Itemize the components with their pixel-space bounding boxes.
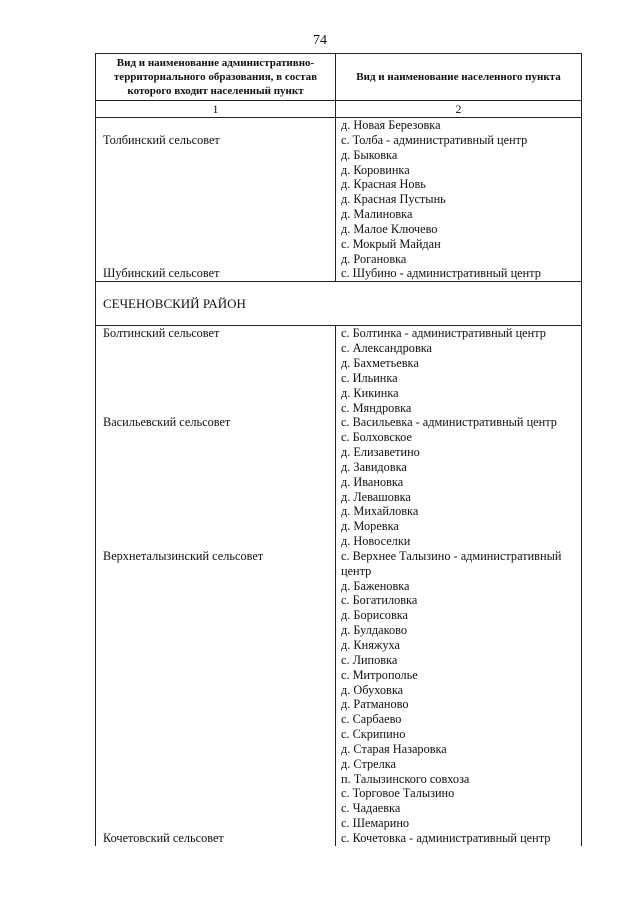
settlement-item: д. Ивановка bbox=[341, 474, 404, 489]
settlements-table bbox=[95, 53, 582, 846]
settlement-item: с. Богатиловка bbox=[341, 593, 418, 608]
settlement-item: д. Борисовка bbox=[341, 608, 409, 623]
settlement-item: д. Малое Ключево bbox=[341, 221, 438, 236]
settlement-item: с. Толба - административный центр bbox=[341, 132, 528, 147]
settlement-item: с. Болтинка - административный центр bbox=[341, 326, 546, 341]
settlement-cell bbox=[335, 549, 582, 831]
settlement-item: с. Митрополье bbox=[341, 667, 418, 682]
settlement-item: д. Моревка bbox=[341, 519, 399, 534]
municipality-cell bbox=[95, 118, 335, 266]
column-number-2: 2 bbox=[335, 101, 582, 117]
column-number-1: 1 bbox=[95, 101, 335, 117]
settlement-item: д. Бахметьевка bbox=[341, 355, 419, 370]
settlement-item: с. Липовка bbox=[341, 652, 398, 667]
municipality-cell bbox=[95, 831, 335, 846]
settlement-item: п. Талызинского совхоза bbox=[341, 771, 470, 786]
settlement-item: с. Болховское bbox=[341, 430, 412, 445]
municipality-name: Болтинский сельсовет bbox=[103, 326, 220, 341]
table-row bbox=[95, 415, 582, 549]
settlement-item: д. Новая Березовка bbox=[341, 118, 441, 132]
settlement-item: д. Старая Назаровка bbox=[341, 741, 447, 756]
header-settlement: Вид и наименование населенного пункта bbox=[335, 54, 582, 100]
settlement-cell bbox=[335, 266, 582, 281]
settlement-item: с. Чадаевка bbox=[341, 801, 401, 816]
settlement-item: с. Скрипино bbox=[341, 727, 406, 742]
settlement-item: д. Булдаково bbox=[341, 623, 407, 638]
settlement-item: с. Мокрый Майдан bbox=[341, 236, 441, 251]
municipality-cell bbox=[95, 415, 335, 549]
table-row bbox=[95, 549, 582, 831]
municipality-name: Шубинский сельсовет bbox=[103, 266, 220, 281]
settlement-cell bbox=[335, 118, 582, 266]
table-header-row bbox=[95, 53, 582, 101]
municipality-name: Толбинский сельсовет bbox=[103, 132, 220, 147]
section-sechenovsky bbox=[95, 326, 582, 846]
settlement-item: д. Коровинка bbox=[341, 162, 410, 177]
settlement-item: д. Обуховка bbox=[341, 682, 404, 697]
settlement-item: д. Новоселки bbox=[341, 534, 411, 549]
settlement-item: с. Торговое Талызино bbox=[341, 786, 455, 801]
municipality-cell bbox=[95, 326, 335, 415]
settlement-item: д. Завидовка bbox=[341, 459, 407, 474]
settlement-item: с. Шубино - административный центр bbox=[341, 266, 541, 281]
settlement-item: с. Шемарино bbox=[341, 816, 410, 831]
settlement-item: д. Левашовка bbox=[341, 489, 411, 504]
settlement-item: д. Стрелка bbox=[341, 756, 396, 771]
settlement-cell bbox=[335, 415, 582, 549]
municipality-name: Верхнеталызинский сельсовет bbox=[103, 548, 264, 563]
settlement-item: д. Красная Пустынь bbox=[341, 192, 446, 207]
settlement-item: с. Сарбаево bbox=[341, 712, 402, 727]
settlement-item: д. Рогановка bbox=[341, 251, 407, 266]
municipality-cell bbox=[95, 549, 335, 831]
table-row bbox=[95, 326, 582, 415]
settlement-item: с. Александровка bbox=[341, 341, 433, 356]
table-row bbox=[95, 266, 582, 282]
settlement-item: д. Кикинка bbox=[341, 385, 399, 400]
settlement-item: с. Ильинка bbox=[341, 370, 398, 385]
settlement-item: д. Княжуха bbox=[341, 638, 400, 652]
settlement-item: с. Васильевка - административный центр bbox=[341, 415, 557, 430]
settlement-item: д. Ратманово bbox=[341, 697, 409, 712]
settlement-cell bbox=[335, 831, 582, 846]
table-row bbox=[95, 118, 582, 266]
settlement-item: д. Быковка bbox=[341, 147, 398, 162]
settlement-item: с. Кочетовка - административный центр bbox=[341, 830, 551, 845]
table-row bbox=[95, 831, 582, 846]
municipality-name: Васильевский сельсовет bbox=[103, 415, 231, 430]
settlement-item: д. Михайловка bbox=[341, 504, 419, 519]
section-tolba bbox=[95, 118, 582, 282]
page-number: 74 bbox=[313, 33, 327, 48]
settlement-item: д. Малиновка bbox=[341, 207, 413, 222]
settlement-item: д. Баженовка bbox=[341, 578, 410, 593]
settlement-cell bbox=[335, 326, 582, 415]
settlement-item: с. Верхнее Талызино - административный центр bbox=[341, 548, 562, 578]
municipality-cell bbox=[95, 266, 335, 281]
district-heading: СЕЧЕНОВСКИЙ РАЙОН bbox=[95, 282, 582, 326]
column-numbers-row bbox=[95, 101, 582, 118]
settlement-item: с. Мяндровка bbox=[341, 400, 412, 415]
settlement-item: д. Елизаветино bbox=[341, 445, 420, 460]
header-municipality: Вид и наименование административно-территориального образования, в состав которого входит населенный пункт bbox=[95, 54, 335, 100]
municipality-name: Кочетовский сельсовет bbox=[103, 830, 224, 845]
settlement-item: д. Красная Новь bbox=[341, 177, 426, 192]
